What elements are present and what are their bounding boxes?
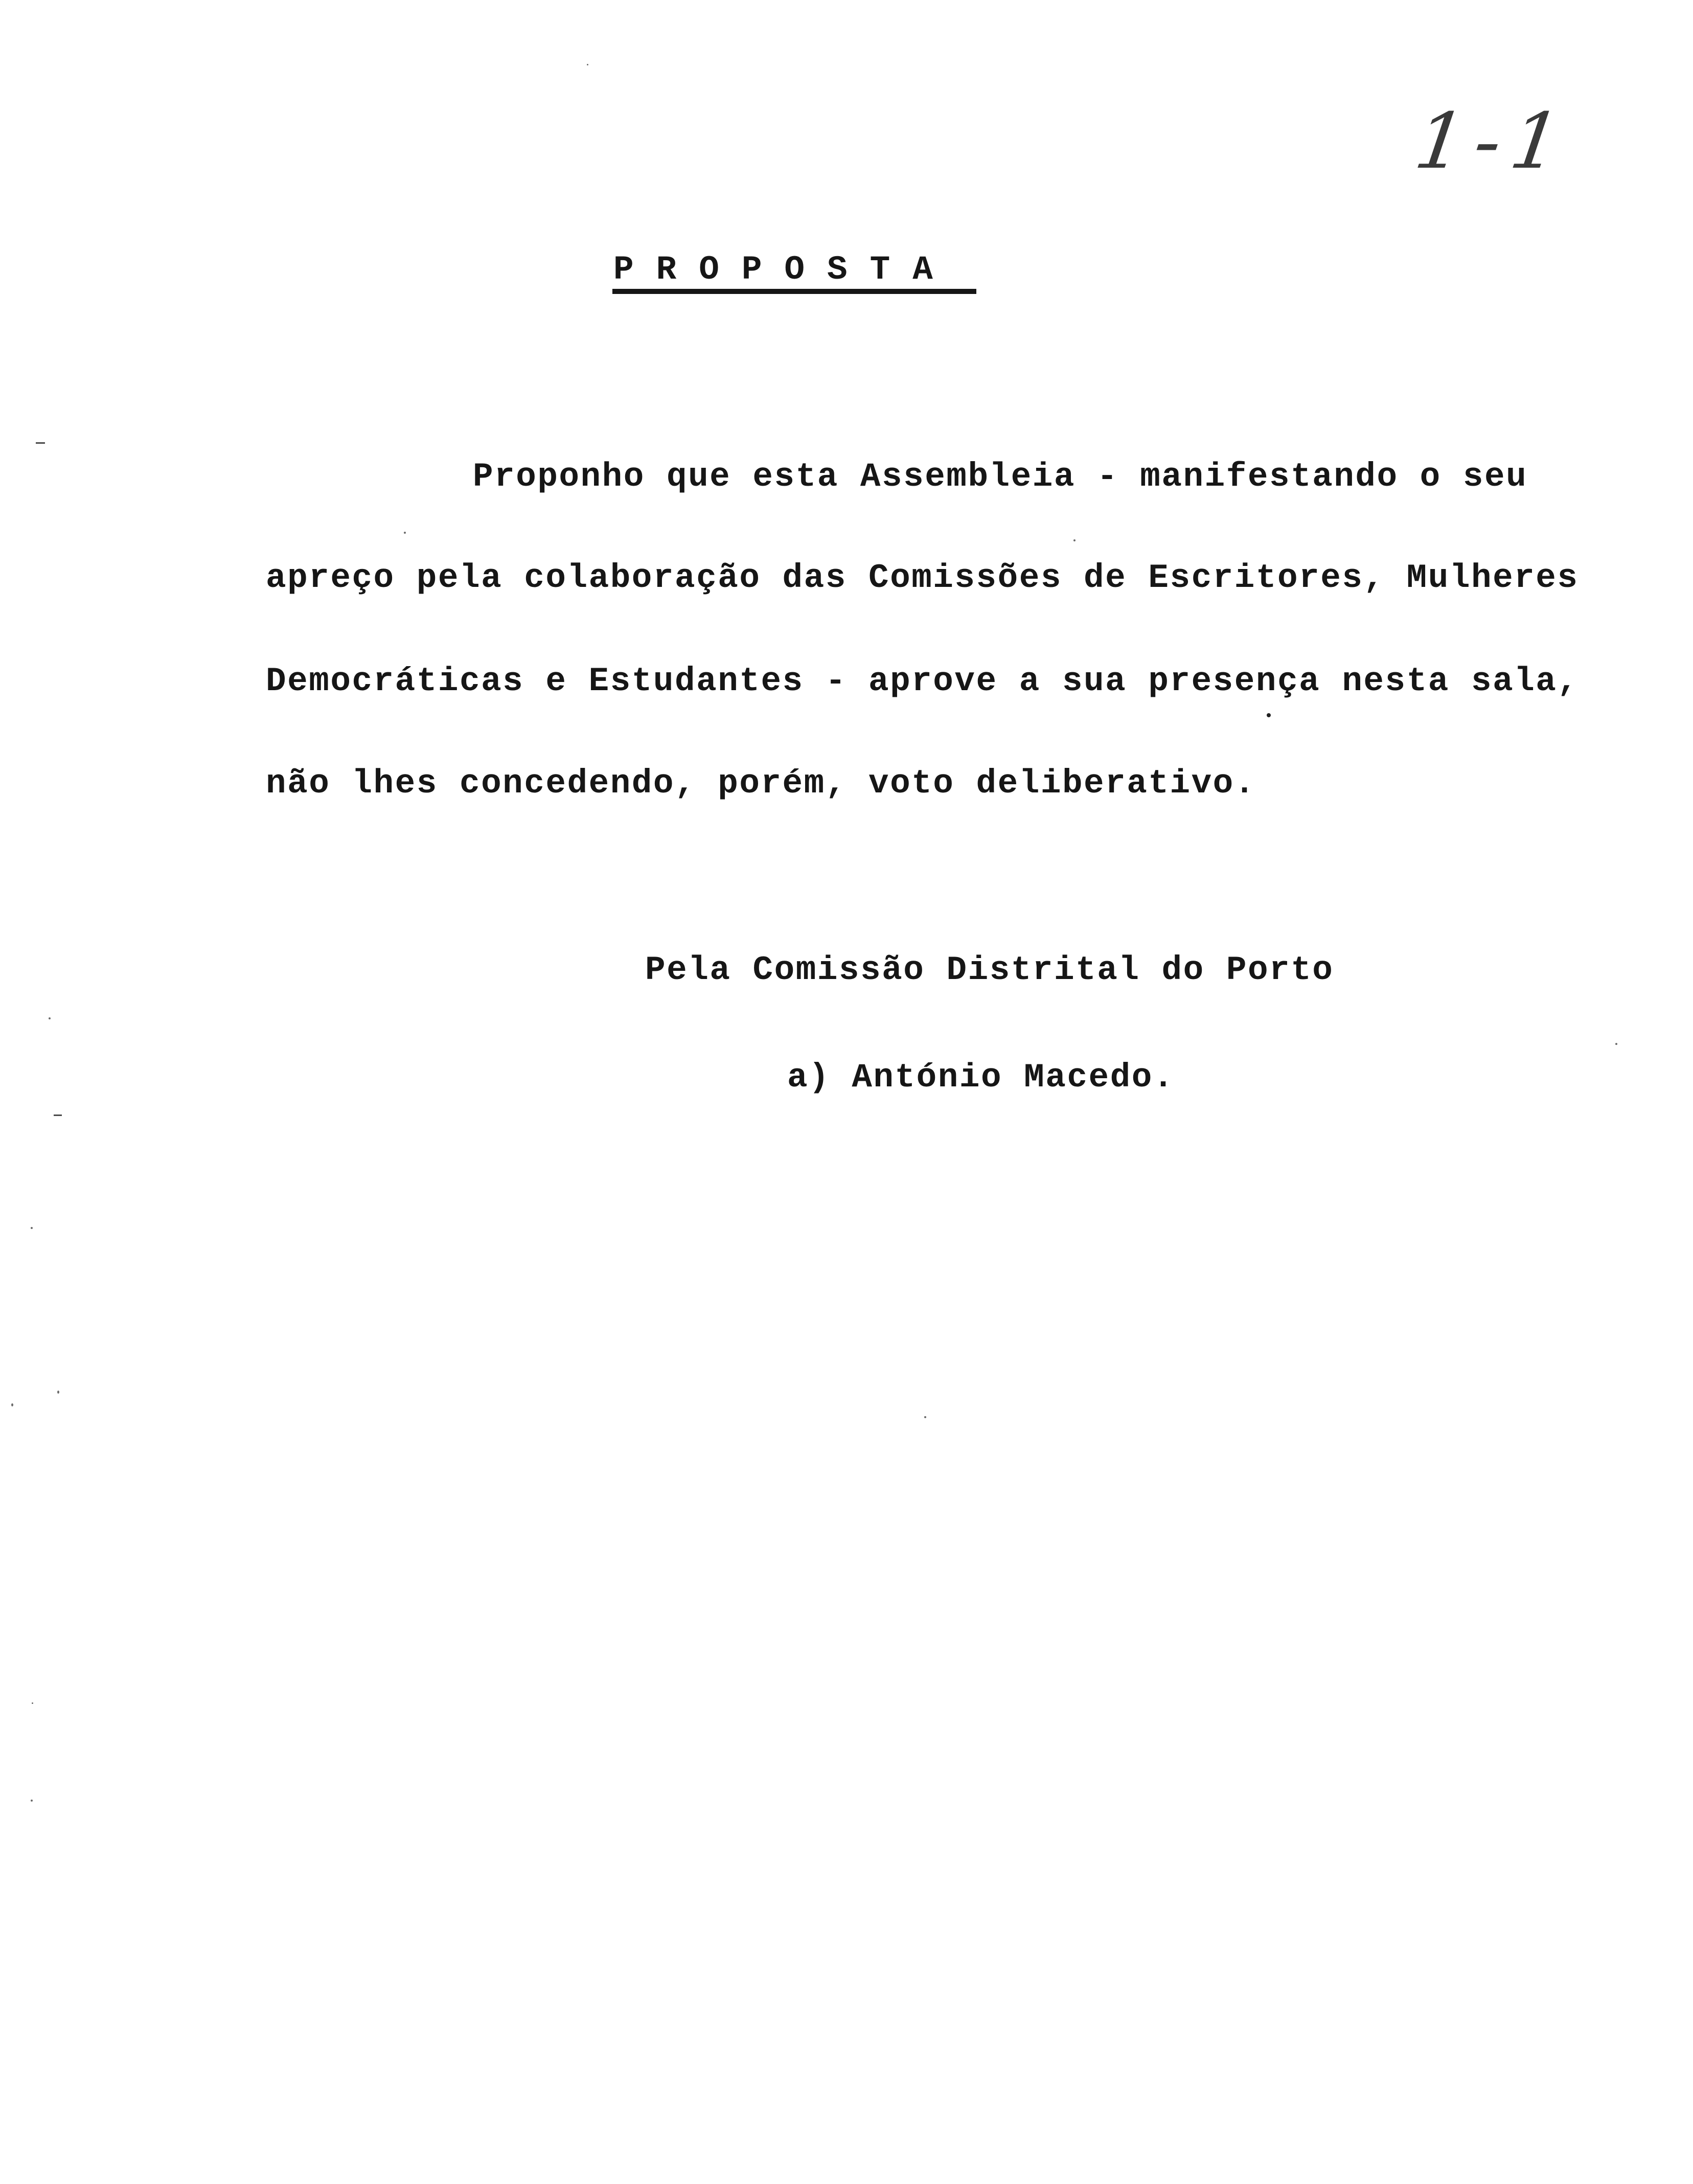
body-line-2: apreço pela colaboração das Comissões de Escritores, Mulheres [266,559,1579,597]
scan-speck [31,1227,33,1229]
scan-speck [1267,713,1271,717]
scan-speck [404,532,406,534]
scan-speck [49,1017,51,1019]
scan-speck [924,1416,926,1418]
scan-speck [57,1391,59,1394]
handwritten-page-number: 1-1 [1409,97,1576,186]
scan-mark [54,1114,62,1116]
signature-name: a) António Macedo. [787,1058,1175,1097]
signature-organization: Pela Comissão Distrital do Porto [645,951,1334,989]
body-line-4: não lhes concedendo, porém, voto deliberativo. [266,764,1256,803]
scan-speck [587,64,588,65]
scan-speck [31,1800,33,1802]
body-line-3: Democráticas e Estudantes - aprove a sua presença nesta sala, [266,662,1579,700]
document-title: PROPOSTA [613,251,955,289]
scan-speck [1615,1043,1617,1045]
title-underline [612,289,976,294]
body-line-1: Proponho que esta Assembleia - manifestando o seu [473,458,1528,496]
scan-mark [36,442,45,444]
scan-speck [1073,539,1076,541]
scan-speck [11,1403,13,1406]
scan-speck [32,1702,33,1704]
